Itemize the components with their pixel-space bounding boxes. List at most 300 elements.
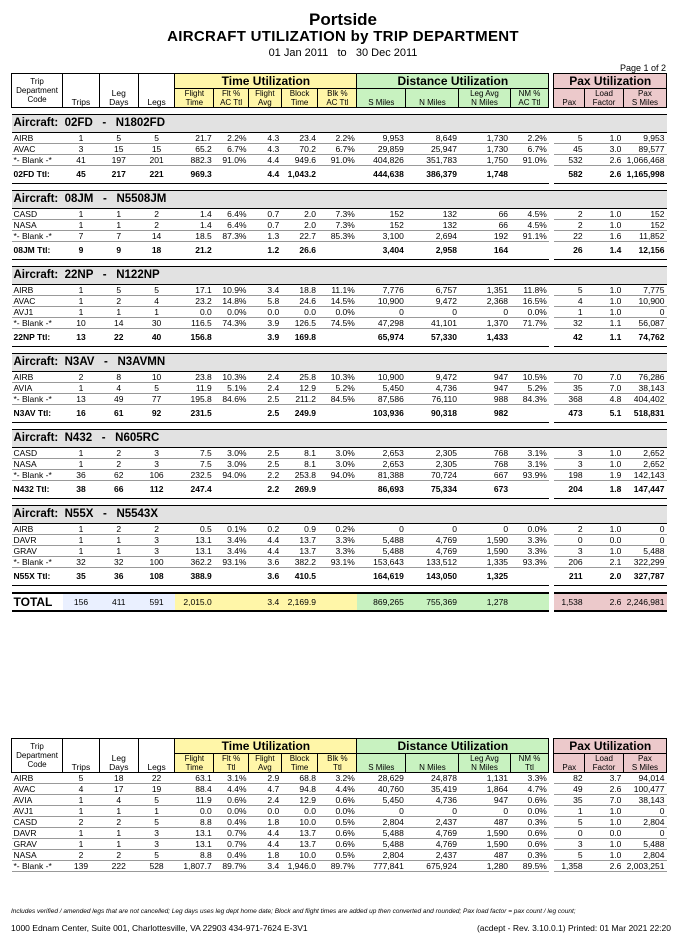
trips: 32: [63, 557, 100, 568]
trips-header: Trips: [63, 74, 100, 108]
load-factor: 7.0: [585, 795, 624, 806]
load-factor: 7.0: [585, 383, 624, 394]
flight-time: 17.1: [175, 285, 214, 296]
header-line: Code: [27, 760, 47, 769]
section-spacer: [12, 499, 667, 506]
pax-utilization-header: Pax Utilization: [554, 739, 667, 754]
dept-code: NASA: [12, 220, 63, 231]
date-from: 01 Jan 2011: [268, 47, 329, 59]
flt-pct: [214, 593, 249, 611]
pax-s-miles: 0: [623, 524, 666, 535]
leg-avg-n-miles: 1,280: [459, 861, 510, 872]
leg-avg-n-miles: 1,590: [459, 546, 510, 557]
blk-pct: 2.2%: [318, 133, 357, 144]
leg-avg-n-miles: 1,131: [459, 773, 510, 784]
n-miles: 90,318: [406, 405, 459, 423]
summary-row: [12, 795, 667, 806]
nm-pct: [510, 481, 549, 499]
flight-time: 21.2: [175, 242, 214, 260]
pax-s-miles: 94,014: [623, 773, 666, 784]
spacer-cell: [12, 347, 667, 354]
blk-pct: 0.6%: [318, 795, 357, 806]
legs-header: Legs: [138, 74, 175, 108]
flight-avg: 4.4: [249, 828, 282, 839]
s-miles: 7,776: [357, 285, 406, 296]
trips: 16: [63, 405, 100, 423]
blk-pct: [318, 166, 357, 184]
trips: 41: [63, 155, 100, 166]
s-miles: 9,953: [357, 133, 406, 144]
nm-pct: 0.0%: [510, 524, 549, 535]
flt-pct: 6.4%: [214, 220, 249, 231]
trips: 1: [63, 828, 100, 839]
flight-avg: 0.7: [249, 220, 282, 231]
legs: 3: [138, 535, 175, 546]
nm-pct: 0.0%: [510, 806, 549, 817]
blk-pct: 3.0%: [318, 459, 357, 470]
nm-pct: 89.5%: [510, 861, 549, 872]
pax: 3: [554, 839, 585, 850]
trips: 156: [63, 593, 100, 611]
aircraft-title: [12, 506, 667, 524]
leg-avg-n-miles: 1,750: [459, 155, 510, 166]
flight-avg: 4.7: [249, 784, 282, 795]
header-line: NM %: [518, 89, 541, 98]
flt-pct: [214, 405, 249, 423]
flight-time: 21.7: [175, 133, 214, 144]
block-time-header: [281, 754, 318, 773]
leg-days: 36: [99, 568, 138, 586]
flight-time: 13.1: [175, 828, 214, 839]
trips: 1: [63, 209, 100, 220]
dept-code: N55X Ttl:: [12, 568, 63, 586]
leg-avg-n-miles: 1,590: [459, 828, 510, 839]
department-summary-table: [11, 738, 667, 872]
trips: 1: [63, 220, 100, 231]
table-row: [12, 133, 667, 144]
block-time: 12.9: [281, 383, 318, 394]
block-time: 0.9: [281, 524, 318, 535]
legs: 221: [138, 166, 175, 184]
pax-s-miles: 152: [623, 209, 666, 220]
trips: 1: [63, 546, 100, 557]
header-line: Blk %: [327, 89, 348, 98]
header-line: Pax: [638, 754, 652, 763]
pax-s-miles: 2,804: [623, 817, 666, 828]
pax: 5: [554, 850, 585, 861]
legs: 10: [138, 372, 175, 383]
table-row: [12, 296, 667, 307]
flight-avg: 0.2: [249, 524, 282, 535]
load-factor: 1.1: [585, 318, 624, 329]
blk-pct: 3.3%: [318, 546, 357, 557]
flight-avg: 3.4: [249, 285, 282, 296]
dept-code: *- Blank -*: [12, 155, 63, 166]
n-miles: 0: [406, 806, 459, 817]
leg-avg-n-miles: 1,864: [459, 784, 510, 795]
legs: 100: [138, 557, 175, 568]
leg-days: 17: [99, 784, 138, 795]
n-miles: 4,769: [406, 839, 459, 850]
s-miles: 5,488: [357, 546, 406, 557]
leg-avg-n-miles: 982: [459, 405, 510, 423]
leg-days: 217: [99, 166, 138, 184]
header-line: Pax: [638, 89, 652, 98]
n-miles: 4,736: [406, 795, 459, 806]
n-miles: 9,472: [406, 372, 459, 383]
header-line: Factor: [592, 763, 616, 772]
column-group-header-row: [12, 739, 667, 754]
flight-avg: 0.7: [249, 209, 282, 220]
n-miles: 35,419: [406, 784, 459, 795]
flt-pct: [214, 329, 249, 347]
aircraft-title: [12, 191, 667, 209]
header-line: Department: [16, 751, 58, 760]
grand-total-row: [12, 593, 667, 611]
dept-code: *- Blank -*: [12, 861, 63, 872]
nm-pct: [510, 405, 549, 423]
header-line: AC Ttl: [518, 98, 541, 107]
flight-time: 11.9: [175, 383, 214, 394]
block-time: 269.9: [281, 481, 318, 499]
leg-days: 197: [99, 155, 138, 166]
aircraft-total-row: [12, 242, 667, 260]
legs: 591: [138, 593, 175, 611]
aircraft-label: Aircraft:: [13, 356, 59, 368]
n-miles: 25,947: [406, 144, 459, 155]
leg-avg-n-miles: 164: [459, 242, 510, 260]
block-time: 1,946.0: [281, 861, 318, 872]
header-line: S Miles: [631, 763, 659, 772]
load-factor: 1.0: [585, 817, 624, 828]
date-to-word: to: [337, 47, 347, 59]
n-miles: 2,694: [406, 231, 459, 242]
flight-time: 0.0: [175, 307, 214, 318]
aircraft-dash: -: [103, 508, 107, 520]
pax: 35: [554, 383, 585, 394]
leg-days: 62: [99, 470, 138, 481]
flight-time: 969.3: [175, 166, 214, 184]
nm-pct: 0.6%: [510, 839, 549, 850]
flt-pct: 91.0%: [214, 155, 249, 166]
summary-row: [12, 861, 667, 872]
aircraft-total-row: [12, 568, 667, 586]
flight-avg: 4.3: [249, 133, 282, 144]
dept-code: GRAV: [12, 546, 63, 557]
dept-code: NASA: [12, 459, 63, 470]
pax-s-miles: 147,447: [623, 481, 666, 499]
aircraft-label: Aircraft:: [13, 117, 59, 129]
pax-s-miles: 0: [623, 806, 666, 817]
trips: 13: [63, 394, 100, 405]
pax: 4: [554, 296, 585, 307]
block-time: 94.8: [281, 784, 318, 795]
pax-s-miles: 9,953: [623, 133, 666, 144]
header-line: Ttl: [525, 763, 534, 772]
leg-avg-n-miles: 768: [459, 448, 510, 459]
flight-avg: 1.8: [249, 817, 282, 828]
spacer-cell: [12, 586, 667, 594]
leg-avg-n-miles: 1,590: [459, 839, 510, 850]
header-line: Flt %: [222, 754, 241, 763]
leg-days: 8: [99, 372, 138, 383]
load-factor: 3.0: [585, 144, 624, 155]
dept-code: *- Blank -*: [12, 557, 63, 568]
s-miles: 3,100: [357, 231, 406, 242]
n-miles: 2,437: [406, 817, 459, 828]
aircraft-section-header: [12, 354, 667, 372]
flight-time: 11.9: [175, 795, 214, 806]
blk-pct: 0.5%: [318, 850, 357, 861]
aircraft-section-header: [12, 506, 667, 524]
trips: 1: [63, 839, 100, 850]
dept-code: *- Blank -*: [12, 231, 63, 242]
s-miles: 86,693: [357, 481, 406, 499]
dept-code: AVJ1: [12, 307, 63, 318]
blk-pct: 0.0%: [318, 307, 357, 318]
summary-row: [12, 817, 667, 828]
blk-pct: [318, 568, 357, 586]
table-row: [12, 372, 667, 383]
pax-s-miles: 56,087: [623, 318, 666, 329]
aircraft-id: 22NP: [64, 269, 94, 281]
load-factor: 1.0: [585, 806, 624, 817]
dept-code: AVIA: [12, 383, 63, 394]
nm-pct: 2.2%: [510, 133, 549, 144]
aircraft-dash: -: [102, 269, 107, 281]
spacer-cell: [12, 499, 667, 506]
trips: 1: [63, 448, 100, 459]
n-miles: 0: [406, 307, 459, 318]
flt-pct: 0.4%: [214, 850, 249, 861]
flt-pct: 0.4%: [214, 817, 249, 828]
flt-pct: [214, 242, 249, 260]
n-miles: 4,736: [406, 383, 459, 394]
blk-pct-header: [318, 89, 357, 108]
header-line: Leg: [111, 88, 126, 98]
leg-avg-n-miles: 768: [459, 459, 510, 470]
s-miles: 153,643: [357, 557, 406, 568]
load-factor: 2.6: [585, 784, 624, 795]
legs: 2: [138, 220, 175, 231]
flight-avg: 5.8: [249, 296, 282, 307]
leg-days: 1: [99, 806, 138, 817]
s-miles: 5,450: [357, 795, 406, 806]
n-miles: 675,924: [406, 861, 459, 872]
leg-days: 1: [99, 535, 138, 546]
aircraft-section-header: [12, 267, 667, 285]
flight-time: 156.8: [175, 329, 214, 347]
legs: 2: [138, 209, 175, 220]
load-factor: 1.0: [585, 209, 624, 220]
aircraft-title: [12, 430, 667, 448]
leg-days: 1: [99, 828, 138, 839]
nm-pct: 3.3%: [510, 535, 549, 546]
footer-printed: (acdept - Rev. 3.10.0.1) Printed: 01 Mar 2021 22:20: [476, 923, 671, 933]
legs: 106: [138, 470, 175, 481]
flight-avg: 3.9: [249, 318, 282, 329]
legs: 14: [138, 231, 175, 242]
leg-avg-n-miles: 667: [459, 470, 510, 481]
n-miles: 9,472: [406, 296, 459, 307]
legs: 5: [138, 133, 175, 144]
pax-utilization-header: Pax Utilization: [554, 74, 667, 89]
table-row: [12, 220, 667, 231]
pax-s-miles: 2,003,251: [623, 861, 666, 872]
n-miles: 57,330: [406, 329, 459, 347]
blk-pct: 10.3%: [318, 372, 357, 383]
flight-time: 231.5: [175, 405, 214, 423]
header-line: AC Ttl: [220, 98, 243, 107]
block-time: 22.7: [281, 231, 318, 242]
leg-avg-n-miles: 947: [459, 372, 510, 383]
leg-avg-n-miles: 1,325: [459, 568, 510, 586]
header-line: Flight: [255, 754, 275, 763]
aircraft-total-row: [12, 329, 667, 347]
trips: 7: [63, 231, 100, 242]
trips-header: Trips: [63, 739, 100, 773]
table-row: [12, 557, 667, 568]
s-miles: 2,804: [357, 850, 406, 861]
flt-pct: 0.6%: [214, 795, 249, 806]
aircraft-utilization-table: [11, 73, 667, 612]
legs: 2: [138, 524, 175, 535]
blk-pct: 94.0%: [318, 470, 357, 481]
pax-s-miles: 0: [623, 828, 666, 839]
pax-s-miles: 5,488: [623, 546, 666, 557]
footer-note: Includes verified / amended legs that are not cancelled; Leg days uses leg dept home date; Block and flight times are added up then converted and rounded; Pax load factor = pax count / leg count;: [11, 908, 576, 915]
blk-pct: 93.1%: [318, 557, 357, 568]
nm-pct: 4.5%: [510, 209, 549, 220]
flt-pct: 84.6%: [214, 394, 249, 405]
header-line: Leg: [111, 753, 126, 763]
flight-time: 1.4: [175, 220, 214, 231]
header-line: Leg Avg: [470, 89, 499, 98]
n-miles: 2,305: [406, 459, 459, 470]
pax: 1,538: [554, 593, 585, 611]
legs: 15: [138, 144, 175, 155]
n-miles: 0: [406, 524, 459, 535]
leg-days-header: [99, 74, 138, 108]
flt-pct: [214, 568, 249, 586]
aircraft-section-header: [12, 115, 667, 133]
pax: 5: [554, 133, 585, 144]
flight-time: 388.9: [175, 568, 214, 586]
load-factor: 2.6: [585, 166, 624, 184]
nm-pct: [510, 242, 549, 260]
header-line: Department: [16, 86, 58, 95]
flight-avg: 2.4: [249, 372, 282, 383]
s-miles: 28,629: [357, 773, 406, 784]
dept-code: CASD: [12, 209, 63, 220]
pax-s-miles: 0: [623, 307, 666, 318]
s-miles: 29,859: [357, 144, 406, 155]
load-factor: 1.6: [585, 231, 624, 242]
pax: 368: [554, 394, 585, 405]
block-time: 26.6: [281, 242, 318, 260]
flight-time: 882.3: [175, 155, 214, 166]
distance-utilization-header: Distance Utilization: [357, 739, 549, 754]
pax: 26: [554, 242, 585, 260]
n-miles: 143,050: [406, 568, 459, 586]
leg-days: 61: [99, 405, 138, 423]
aircraft-section-header: [12, 430, 667, 448]
load-factor: 1.9: [585, 470, 624, 481]
leg-avg-n-miles: 0: [459, 307, 510, 318]
load-factor: 3.7: [585, 773, 624, 784]
dept-code: AIRB: [12, 524, 63, 535]
flight-time-header: [175, 754, 214, 773]
load-factor: 0.0: [585, 828, 624, 839]
pax: 206: [554, 557, 585, 568]
nm-pct: 0.3%: [510, 850, 549, 861]
leg-days: 2: [99, 448, 138, 459]
nm-pct: 0.0%: [510, 307, 549, 318]
blk-pct: 7.3%: [318, 220, 357, 231]
n-miles: 75,334: [406, 481, 459, 499]
pax-s-miles: 327,787: [623, 568, 666, 586]
leg-avg-n-miles: 487: [459, 817, 510, 828]
header-line: Time: [290, 763, 309, 772]
nm-pct: 84.3%: [510, 394, 549, 405]
section-spacer: [12, 184, 667, 191]
pax-s-miles: 76,286: [623, 372, 666, 383]
nm-pct: 0.3%: [510, 817, 549, 828]
leg-days: 1: [99, 220, 138, 231]
dept-code: AVIA: [12, 795, 63, 806]
flt-pct: 87.3%: [214, 231, 249, 242]
s-miles-header: S Miles: [357, 754, 406, 773]
trips: 1: [63, 459, 100, 470]
flt-pct: [214, 481, 249, 499]
flight-time: 0.5: [175, 524, 214, 535]
nm-pct: 3.3%: [510, 546, 549, 557]
flight-avg: 3.6: [249, 568, 282, 586]
blk-pct: 91.0%: [318, 155, 357, 166]
blk-pct: 7.3%: [318, 209, 357, 220]
trips: 1: [63, 133, 100, 144]
blk-pct: 6.7%: [318, 144, 357, 155]
nm-pct: 3.1%: [510, 448, 549, 459]
nm-pct-header: [510, 89, 549, 108]
pax: 204: [554, 481, 585, 499]
legs: 528: [138, 861, 175, 872]
flight-time: 13.1: [175, 546, 214, 557]
leg-days: 14: [99, 318, 138, 329]
legs: 112: [138, 481, 175, 499]
s-miles: 0: [357, 524, 406, 535]
pax-s-miles: 10,900: [623, 296, 666, 307]
leg-days: 1: [99, 307, 138, 318]
flight-avg: 3.9: [249, 329, 282, 347]
s-miles: 65,974: [357, 329, 406, 347]
trips: 13: [63, 329, 100, 347]
nm-pct: 10.5%: [510, 372, 549, 383]
load-factor: 1.0: [585, 448, 624, 459]
pax: 3: [554, 459, 585, 470]
dept-code: 02FD Ttl:: [12, 166, 63, 184]
load-factor: 1.0: [585, 850, 624, 861]
legs: 5: [138, 795, 175, 806]
block-time: 25.8: [281, 372, 318, 383]
dept-code: NASA: [12, 850, 63, 861]
leg-days: 4: [99, 795, 138, 806]
flt-pct: 6.7%: [214, 144, 249, 155]
s-miles: 2,653: [357, 459, 406, 470]
header-line: Leg Avg: [470, 754, 499, 763]
load-factor: 1.8: [585, 481, 624, 499]
spacer-cell: [12, 108, 667, 115]
